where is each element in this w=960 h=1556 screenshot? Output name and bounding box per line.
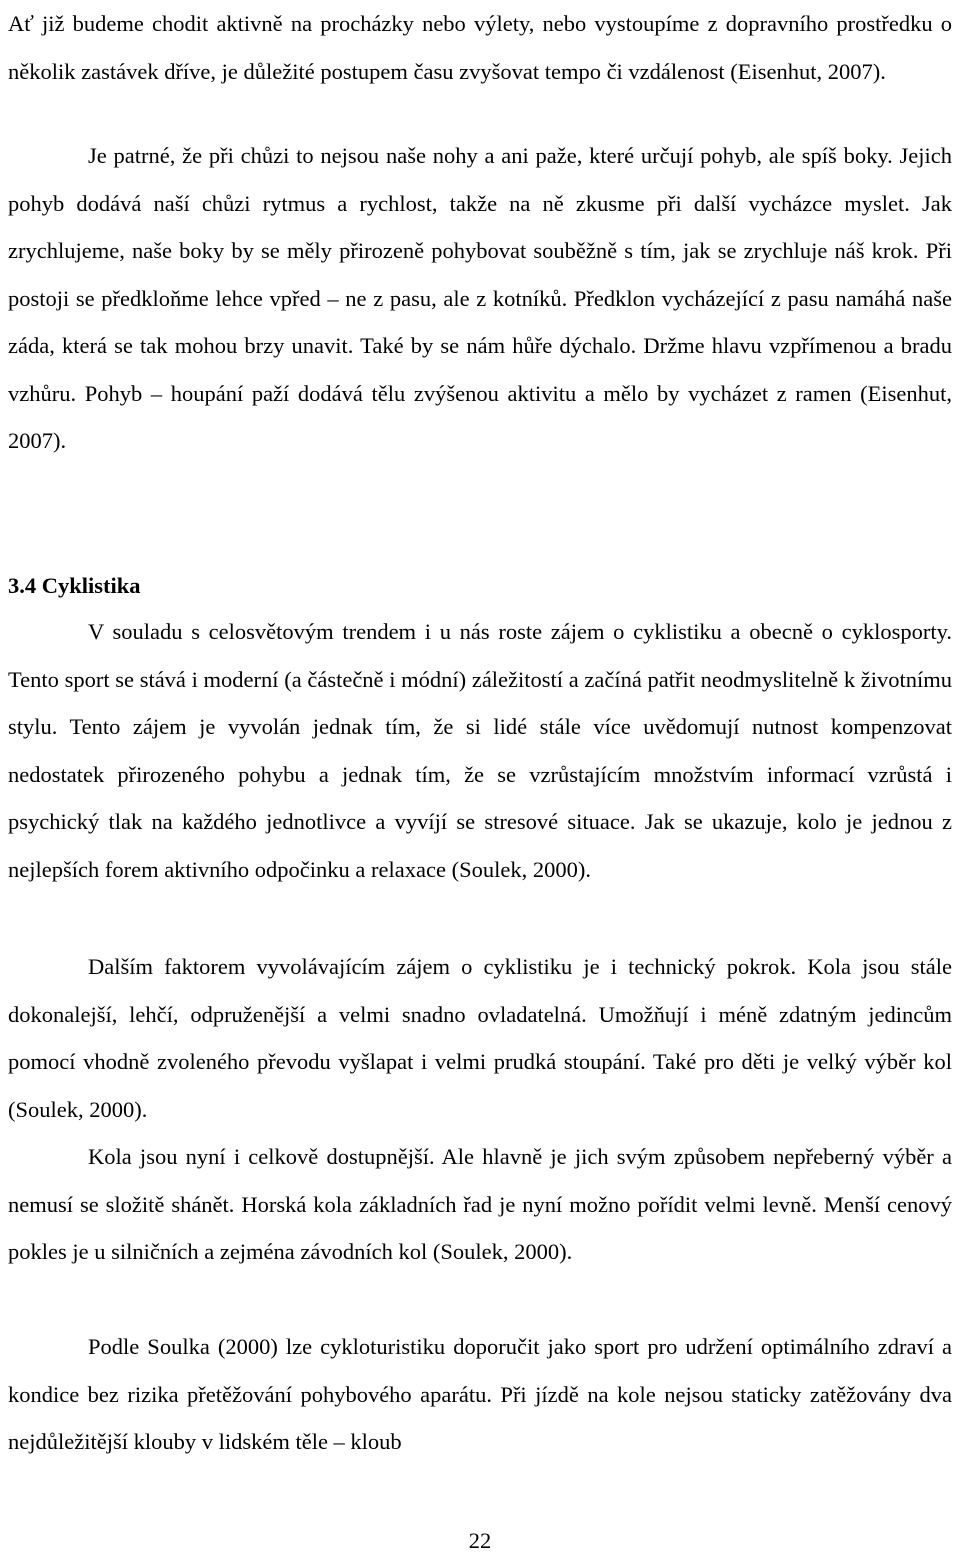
paragraph-cycling-technology: Dalším faktorem vyvolávajícím zájem o cyklistiku je i technický pokrok. Kola jsou stále dokonalejší, lehčí, odpruženější a velmi snadno ovladatelná. Umožňují i méně zdatným jedincům pomocí vhodně zvoleného převodu vyšlapat i velmi prudká stoupání. Také pro děti je velký výběr kol (Soulek, 2000). (8, 954, 952, 1122)
section-heading: 3.4 Cyklistika (8, 573, 141, 598)
page-number: 22 (468, 1528, 492, 1553)
paragraph-walking-continuation: Ať již budeme chodit aktivně na procházky nebo výlety, nebo vystoupíme z dopravního prostředku o několik zastávek dříve, je důležité postupem času zvyšovat tempo či vzdálenost (Eisenhut, 2007). (8, 11, 952, 84)
paragraph-walking-hips: Je patrné, že při chůzi to nejsou naše nohy a ani paže, které určují pohyb, ale spíš boky. Jejich pohyb dodává naší chůzi rytmus a rychlost, takže na ně zkusme při další vycházce myslet. Jak zrychlujeme, naše boky by se měly přirozeně pohybovat souběžně s tím, jak se zrychluje náš krok. Při postoji se předkloňme lehce vpřed – ne z pasu, ale z kotníků. Předklon vycházející z pasu namáhá naše záda, která se tak mohou brzy unavit. Také by se nám hůře dýchalo. Držme hlavu vzpřímenou a bradu vzhůru. Pohyb – houpání paží dodává tělu zvýšenou aktivitu a mělo by vycházet z ramen (Eisenhut, 2007). (8, 143, 952, 453)
paragraph-cycling-availability: Kola jsou nyní i celkově dostupnější. Ale hlavně je jich svým způsobem nepřeberný výběr a nemusí se složitě shánět. Horská kola základních řad je nyní možno pořídit velmi levně. Menší cenový pokles je u silničních a zejména závodních kol (Soulek, 2000). (8, 1144, 952, 1264)
paragraph-cycling-health: Podle Soulka (2000) lze cykloturistiku doporučit jako sport pro udržení optimálního zdraví a kondice bez rizika přetěžování pohybového aparátu. Při jízdě na kole nejsou staticky zatěžovány dva nejdůležitější klouby v lidském těle – kloub (8, 1334, 952, 1454)
paragraph-cycling-trend: V souladu s celosvětovým trendem i u nás roste zájem o cyklistiku a obecně o cyklosporty. Tento sport se stává i moderní (a částečně i módní) záležitostí a začíná patřit neodmyslitelně k životnímu stylu. Tento zájem je vyvolán jednak tím, že si lidé stále více uvědomují nutnost kompenzovat nedostatek přirozeného pohybu a jednak tím, že se vzrůstajícím množstvím informací vzrůstá i psychický tlak na každého jednotlivce a vyvíjí se stresové situace. Jak se ukazuje, kolo je jednou z nejlepších forem aktivního odpočinku a relaxace (Soulek, 2000). (8, 619, 952, 882)
